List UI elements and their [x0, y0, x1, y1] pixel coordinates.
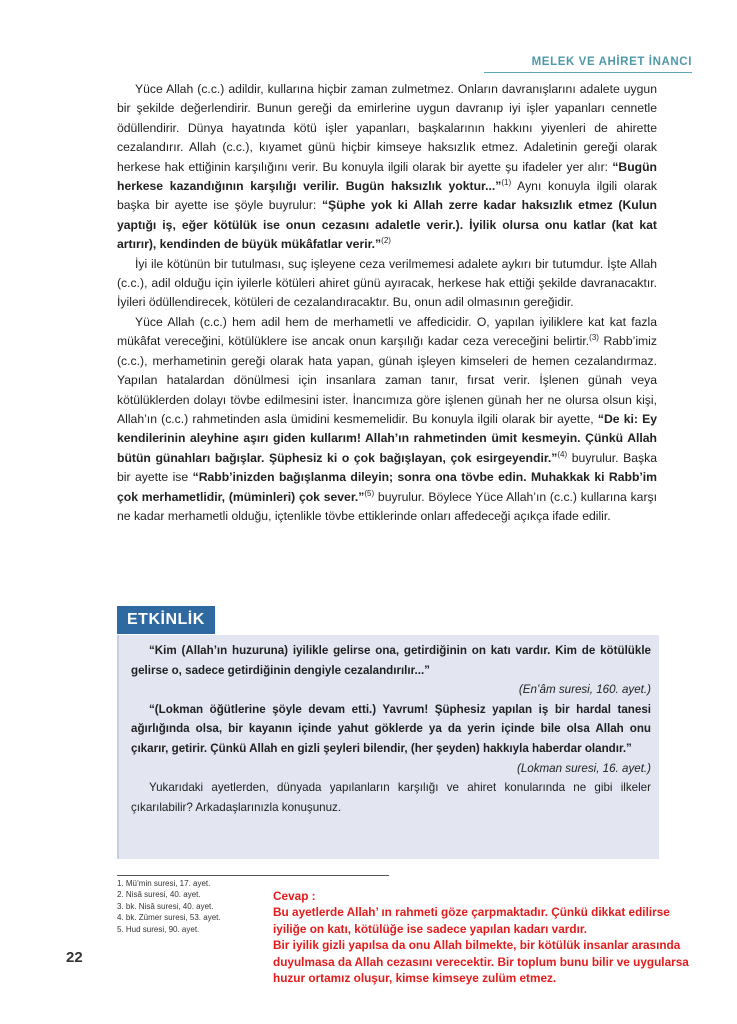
activity-source-2: (Lokman suresi, 16. ayet.) — [516, 761, 651, 775]
paragraph-1: Yüce Allah (c.c.) adildir, kullarına hiçbir zaman zulmetmez. Onların davranışlarını adalete uygun bir şekilde değerlendirir. Bunun gereği da emirlerine uygun davranıp iyi işler yapanları cennetle ödüllendirir. Dünya hayatında kötü işler yapanları, başkalarının hakkını yiyenleri de ahirette cezalandırır. Allah (c.c.), kıyamet günü hiçbir kimseye haksızlık etmez. Adaletinin gereği olarak herkese hak ettiğinin karşılığını verir. Bu konuyla ilgili olarak bir ayette şu ifadeler yer alır: “Bugün herkese kazandığının karşılığı verilir. Bugün haksızlık yoktur...”$^{(1)}$ Aynı konuyla ilgili olarak başka bir ayette ise şöyle buyrulur: “Şüphe yok ki Allah zerre kadar haksızlık etmez (Kulun yaptığı iş, eğer kötülük ise onun cezasını adaletle verir.). İyilik olursa onu katlar (kat kat artırır), kendinden de büyük mükâfatlar verir.”$^{(2)}$ — [117, 82, 657, 252]
activity-title: ETKİNLİK — [117, 606, 215, 634]
answer-line: iyiliğe on katı, kötülüğe ise sadece yapılan kadarı vardır. — [273, 921, 588, 936]
handwritten-answer — [273, 888, 713, 986]
footnote-ref: (4) — [557, 449, 568, 459]
verse-quote: “Şüphe yok ki Allah zerre kadar haksızlık etmez (Kulun yaptığı iş, eğer kötülük ise onun cezasını adaletle verir.). İyilik olursa onu katlar (kat kat artırır), kendinden de büyük mükâfatlar verir.” — [117, 198, 657, 252]
answer-label: Cevap : — [273, 889, 316, 903]
footnote-ref: (5) — [364, 488, 375, 498]
footnote-item: 4. bk. Zümer suresi, 53. ayet. — [117, 913, 221, 923]
activity-quote-2: “(Lokman öğütlerine şöyle devam etti.) Yavrum! Şüphesiz yapılan iş bir hardal tanesi ağırlığında olsa, bir kayanın içinde yahut göklerde ya da yerin içinde bile olsa Allah onu çıkarır, getirir. Çünkü Allah en gizli şeyleri bilendir, (her şeyden) hakkıyla haberdar olandır.” — [131, 702, 651, 755]
footnote-ref: (1) — [501, 177, 512, 187]
paragraph-2: İyi ile kötünün bir tutulması, suç işleyene ceza verilmemesi adalete aykırı bir tutumdur. İşte Allah (c.c.), adil olduğu için iyilerle kötüleri ahiret günü ayıracak, herkese hak ettiği şekilde davranacaktır. İyileri ödüllendirecek, kötüleri de cezalandıracaktır. Bu, onun adil olmasının gereğidir. — [117, 256, 657, 310]
answer-line: Bu ayetlerde Allah’ ın rahmeti göze çarpmaktadır. Çünkü dikkat edilirse — [273, 905, 670, 920]
footnote-item: 2. Nisâ suresi, 40. ayet. — [117, 890, 201, 900]
footnote-divider — [117, 875, 389, 876]
running-header: MELEK VE AHİRET İNANCI — [484, 56, 692, 73]
footnote-item: 3. bk. Nisâ suresi, 40. ayet. — [117, 901, 214, 911]
footnote-item: 5. Hud suresi, 90. ayet. — [117, 924, 200, 934]
footnote-ref: (3) — [589, 333, 599, 343]
verse-quote: “Bugün herkese kazandığının karşılığı verilir. Bugün haksızlık yoktur...” — [117, 159, 657, 194]
footnote-ref: (2) — [381, 236, 391, 246]
paragraph-3: Yüce Allah (c.c.) hem adil hem de merhametli ve affedicidir. O, yapılan iyiliklere kat kat fazla mükâfat vereceğini, kötülüklere ise ancak onun karşılığı kadar ceza vereceğini belirtir.$^{(3)}$ Rabb’imiz (c.c.), merhametinin gereği olarak hata yapan, günah işleyen kimseleri de hemen cezalandırmaz. Yapılan hatalardan dönülmesi için insanlara zaman tanır, fırsat verir. İşlenen günah veya kötülüklerden dolayı tövbe edilmesini ister. İnancımıza göre işlenen günah her ne olursa olsun kişi, Allah’ın (c.c.) rahmetinden asla ümidini kesmemelidir. Bu konuyla ilgili olarak bir ayette, “De ki: Ey kendilerinin aleyhine aşırı giden kullarım! Allah’ın rahmetinden ümit kesmeyin. Çünkü Allah bütün günahları bağışlar. Şüphesiz ki o çok bağışlayan, çok esirgeyendir.”$^{(4)}$ buyrulur. Başka bir ayette ise “Rabb’inizden bağışlanma dileyin; sonra ona tövbe edin. Muhakkak ki Rabb’im çok merhametlidir, (müminleri) çok sever.”$^{(5)}$ buyrulur. Böylece Yüce Allah’ın (c.c.) kullarına karşı ne kadar merhametli olduğu, içtenlikle tövbe ettiklerinde onları affedeceği açıkça ifade edilir. — [117, 314, 658, 523]
activity-question: Yukarıdaki ayetlerden, dünyada yapılanların karşılığı ve ahiret konularında ne gibi ilkeler çıkarılabilir? Arkadaşlarınızla konuşunuz. — [131, 781, 651, 814]
verse-quote: “De ki: Ey kendilerinin aleyhine aşırı giden kullarım! Allah’ın rahmetinden ümit kesmeyin. Çünkü Allah bütün günahları bağışlar. Şüphesiz ki o çok bağışlayan, çok esirgeyendir.” — [117, 411, 657, 465]
activity-box — [117, 635, 659, 859]
page-number: 22 — [66, 949, 83, 966]
answer-line: duyulmasa da Allah cezasını verecektir. Bir toplum bunu bilir ve uygularsa — [273, 954, 689, 969]
main-text — [117, 80, 657, 526]
answer-line: Bir iyilik gizli yapılsa da onu Allah bilmekte, bir kötülük insanlar arasında — [273, 938, 681, 953]
answer-line: huzur ortamız oluşur, kimse kimseye zulüm etmez. — [273, 971, 557, 986]
activity-quote-1: “Kim (Allah’ın huzuruna) iyilikle gelirse ona, getirdiğinin on katı vardır. Kim de kötülükle gelirse o, sadece getirdiğinin dengiyle cezalandırılır...” — [131, 644, 651, 677]
footnotes — [117, 878, 221, 935]
verse-quote: “Rabb’inizden bağışlanma dileyin; sonra ona tövbe edin. Muhakkak ki Rabb’im çok merhametlidir, (müminleri) çok sever.” — [117, 470, 658, 504]
footnote-item: 1. Mü’min suresi, 17. ayet. — [117, 879, 211, 888]
activity-source-1: (En’âm suresi, 160. ayet.) — [518, 683, 651, 697]
